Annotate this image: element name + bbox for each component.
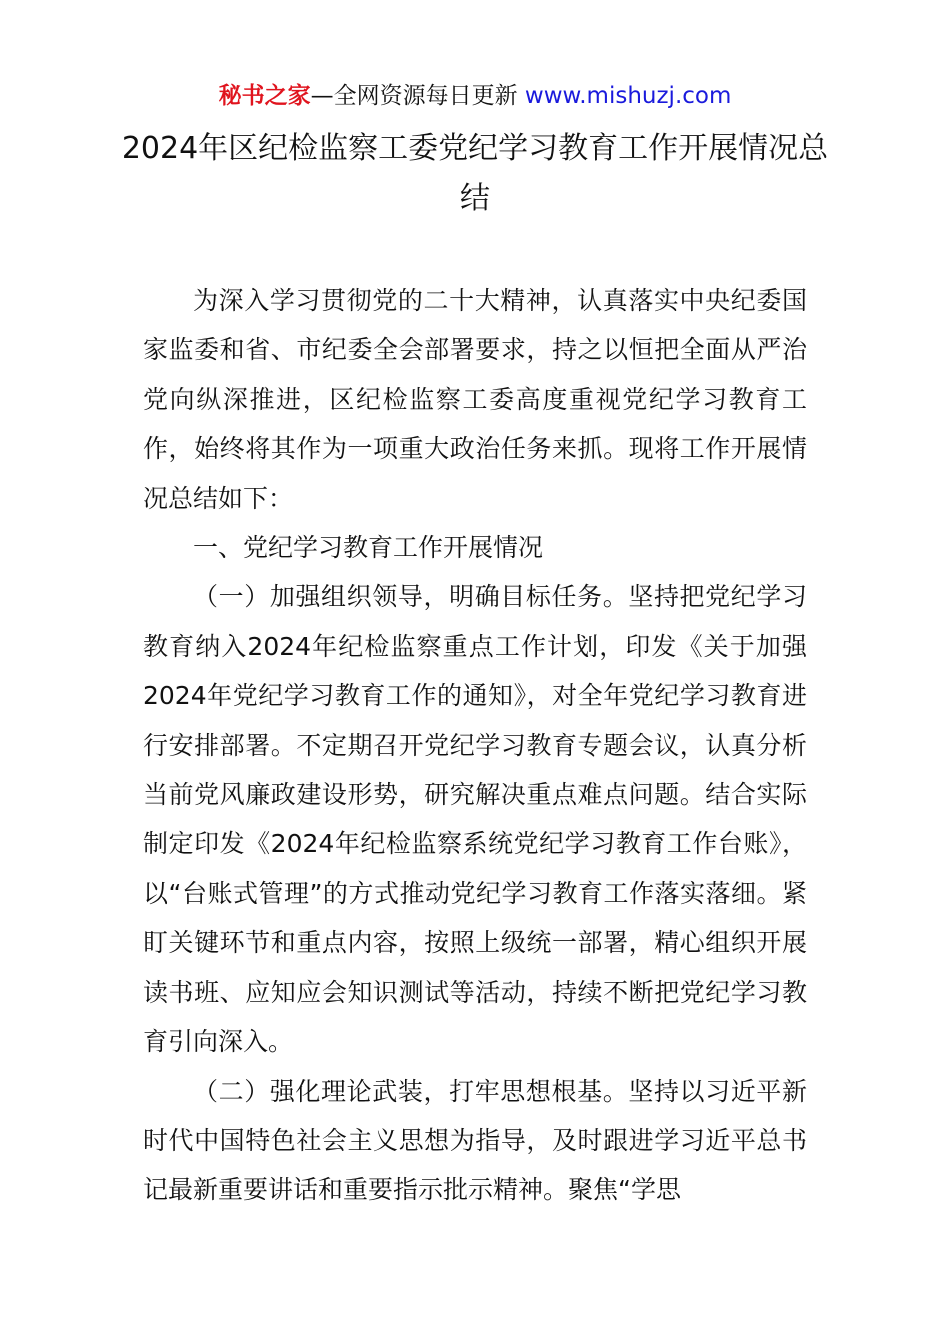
subsection-paragraph-2: （二）强化理论武装，打牢思想根基。坚持以习近平新时代中国特色社会主义思想为指导，及时跟进学习近平总书记最新重要讲话和重要指示批示精神。聚焦“学思 [143, 1076, 807, 1205]
brand-name: 秘书之家 [218, 83, 311, 109]
site-header [0, 80, 950, 112]
document-body [143, 276, 807, 1215]
document-title: 2024年区纪检监察工委党纪学习教育工作开展情况总结 [121, 131, 829, 216]
header-tagline: —全网资源每日更新 [310, 83, 525, 109]
intro-paragraph: 为深入学习贯彻党的二十大精神，认真落实中央纪委国家监委和省、市纪委全会部署要求，持之以恒把全面从严治党向纵深推进，区纪检监察工委高度重视党纪学习教育工作，始终将其作为一项重大政治任务来抓。现将工作开展情况总结如下： [143, 286, 807, 513]
subsection-paragraph-1: （一）加强组织领导，明确目标任务。坚持把党纪学习教育纳入2024年纪检监察重点工作计划，印发《关于加强2024年党纪学习教育工作的通知》，对全年党纪学习教育进行安排部署。不定期召开党纪学习教育专题会议，认真分析当前党风廉政建设形势，研究解决重点难点问题。结合实际制定印发《2024年纪检监察系统党纪学习教育工作台账》，以“台账式管理”的方式推动党纪学习教育工作落实落细。紧盯关键环节和重点内容，按照上级统一部署，精心组织开展读书班、应知应会知识测试等活动，持续不断把党纪学习教育引向深入。 [143, 582, 807, 1057]
site-url-link[interactable]: www.mishuzj.com [524, 83, 732, 109]
section-heading-1: 一、党纪学习教育工作开展情况 [193, 533, 544, 563]
